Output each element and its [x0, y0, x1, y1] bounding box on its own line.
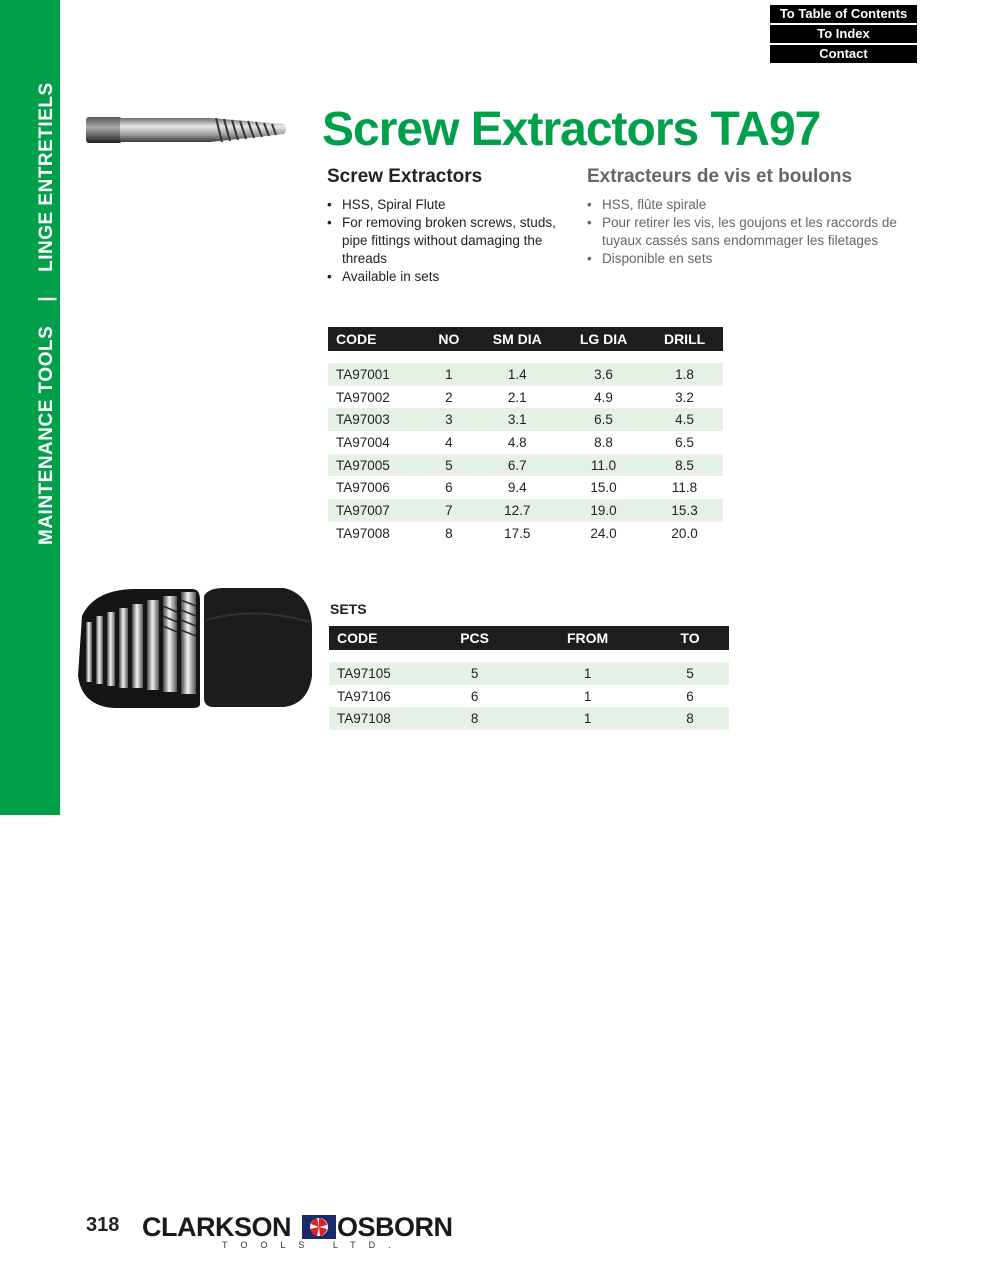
- cell-to: 8: [651, 707, 729, 730]
- cell-pcs: 5: [425, 662, 524, 685]
- cell-to: 6: [686, 688, 694, 704]
- cell-no: 1: [424, 363, 474, 386]
- brand-right: OSBORN: [337, 1212, 453, 1242]
- english-description: [327, 166, 577, 286]
- extractor-spec-table: [328, 327, 723, 545]
- cell-drill: 3.2: [675, 389, 694, 405]
- table-row: [328, 408, 723, 431]
- col-drill: DRILL: [646, 327, 723, 351]
- col-code: CODE: [328, 327, 424, 351]
- cell-sm-dia: 6.7: [474, 454, 561, 477]
- feature-item: • For removing broken screws, studs, pipe fittings without damaging the threads: [327, 214, 577, 268]
- cell-sm-dia: 4.8: [507, 434, 527, 450]
- cell-lg-dia: 24.0: [590, 525, 617, 541]
- toc-link[interactable]: To Table of Contents: [770, 5, 917, 23]
- feature-item: • Disponible en sets: [587, 250, 917, 268]
- cell-no: 7: [424, 499, 474, 522]
- cell-from: 1: [524, 662, 651, 685]
- table-row: [328, 454, 723, 477]
- cell-sm-dia: 9.4: [507, 480, 527, 496]
- cell-drill: 20.0: [671, 525, 698, 541]
- cell-lg-dia: 11.0: [561, 454, 646, 477]
- brand-subtitle: TOOLS LTD.: [222, 1240, 404, 1250]
- table-header-row: [329, 626, 729, 650]
- cell-lg-dia: 6.5: [561, 408, 646, 431]
- table-row: [329, 662, 729, 685]
- table-row: [328, 386, 723, 409]
- cell-drill: 8.5: [646, 454, 723, 477]
- feature-item: • Pour retirer les vis, les goujons et les raccords de tuyaux cassés sans endommager les filetages: [587, 214, 917, 250]
- cell-sm-dia: 12.7: [474, 499, 561, 522]
- french-heading: Extracteurs de vis et boulons: [587, 166, 853, 187]
- side-section-label: [37, 82, 56, 545]
- section-label-french: LINGE ENTRETIELS: [36, 82, 57, 272]
- page-number: 318: [86, 1214, 120, 1236]
- extractor-set-image: [74, 586, 314, 710]
- cell-no: 6: [445, 480, 453, 496]
- cell-lg-dia: 8.8: [594, 434, 613, 450]
- cell-code: TA97007: [328, 499, 424, 522]
- table-row: [328, 476, 723, 499]
- table-row: [328, 431, 723, 454]
- cell-code: TA97006: [336, 480, 390, 496]
- brand-left: CLARKSON: [142, 1212, 291, 1242]
- cell-lg-dia: 4.9: [594, 389, 613, 405]
- cell-code: TA97108: [329, 707, 425, 730]
- cell-no: 3: [424, 408, 474, 431]
- col-lg-dia: LG DIA: [561, 327, 646, 351]
- col-no: NO: [424, 327, 474, 351]
- cell-pcs: 8: [425, 707, 524, 730]
- index-link[interactable]: To Index: [770, 25, 917, 43]
- feature-item: • HSS, flûte spirale: [587, 196, 917, 214]
- feature-item: • Available in sets: [327, 268, 577, 286]
- feature-item: • HSS, Spiral Flute: [327, 196, 577, 214]
- table-row: [328, 363, 723, 386]
- col-code: CODE: [329, 626, 425, 650]
- section-label-english: MAINTENANCE TOOLS: [36, 325, 57, 545]
- table-row: [328, 522, 723, 545]
- french-description: [587, 166, 917, 268]
- cell-no: 5: [424, 454, 474, 477]
- cell-sm-dia: 3.1: [474, 408, 561, 431]
- col-pcs: PCS: [425, 626, 524, 650]
- cell-lg-dia: 19.0: [561, 499, 646, 522]
- sets-label: SETS: [330, 601, 367, 617]
- cell-drill: 15.3: [646, 499, 723, 522]
- english-heading: Screw Extractors: [327, 166, 483, 187]
- french-features: [587, 196, 917, 268]
- table-row: [328, 499, 723, 522]
- cell-code: TA97105: [329, 662, 425, 685]
- col-sm-dia: SM DIA: [474, 327, 561, 351]
- col-to: TO: [651, 626, 729, 650]
- cell-from: 1: [583, 688, 592, 704]
- cell-no: 8: [445, 525, 453, 541]
- cell-drill: 11.8: [671, 480, 698, 496]
- cell-sm-dia: 2.1: [507, 389, 527, 405]
- cell-from: 1: [524, 707, 651, 730]
- brand-mark-icon: [302, 1215, 336, 1239]
- cell-code: TA97001: [328, 363, 424, 386]
- cell-no: 4: [445, 434, 453, 450]
- sets-table: [329, 626, 729, 730]
- cell-lg-dia: 3.6: [561, 363, 646, 386]
- table-header-row: [328, 327, 723, 351]
- cell-code: TA97008: [336, 525, 390, 541]
- page-title: Screw Extractors TA97: [322, 103, 821, 156]
- table-row: [329, 707, 729, 730]
- table-row: [329, 685, 729, 708]
- cell-drill: 1.8: [646, 363, 723, 386]
- cell-sm-dia: 17.5: [504, 525, 531, 541]
- cell-code: TA97106: [337, 688, 391, 704]
- cell-no: 2: [445, 389, 453, 405]
- cell-lg-dia: 15.0: [590, 480, 617, 496]
- col-from: FROM: [524, 626, 651, 650]
- cell-drill: 4.5: [646, 408, 723, 431]
- english-features: [327, 196, 577, 286]
- nav-links: [770, 5, 917, 65]
- cell-drill: 6.5: [675, 434, 694, 450]
- brand-logo: [142, 1210, 462, 1254]
- cell-pcs: 6: [470, 688, 479, 704]
- cell-code: TA97002: [336, 389, 390, 405]
- section-separator: |: [36, 295, 57, 302]
- cell-code: TA97005: [328, 454, 424, 477]
- contact-link[interactable]: Contact: [770, 45, 917, 63]
- cell-to: 5: [651, 662, 729, 685]
- cell-sm-dia: 1.4: [474, 363, 561, 386]
- cell-code: TA97003: [328, 408, 424, 431]
- cell-code: TA97004: [336, 434, 390, 450]
- screw-extractor-image: [84, 110, 290, 148]
